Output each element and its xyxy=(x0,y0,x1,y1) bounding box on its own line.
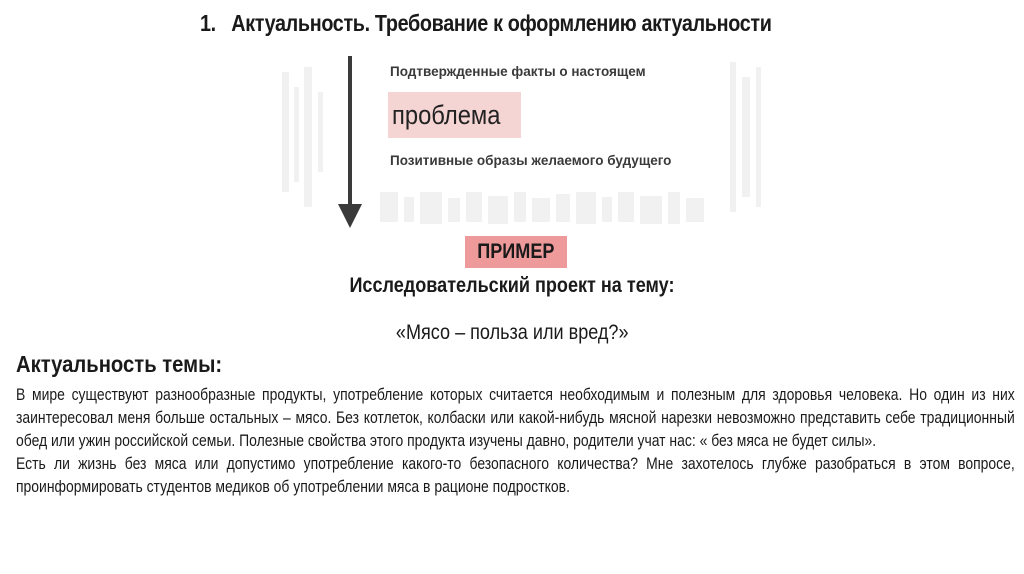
slide-title xyxy=(200,10,802,37)
project-heading-text: Исследовательский проект на тему: xyxy=(349,274,675,297)
relevance-paragraph-1: В мире существуют разнообразные продукты, употребление которых считается необходимым и полезным для здоровья человека. Но один из них заинтересовал меня больше остальных – мясо. Без котлеток, колбаски или какой-нибудь мясной нарезки невозможно представить себе традиционный обед или ужин российской семьи. Полезные свойства этого продукта изучены давно, родители учат нас: « без мяса не будет силы». xyxy=(16,386,1015,450)
example-highlight xyxy=(465,236,567,268)
down-arrow-icon xyxy=(335,56,365,230)
project-heading xyxy=(0,274,1024,298)
future-images-label: Позитивные образы желаемого будущего xyxy=(390,153,672,168)
title-text: Актуальность. Требование к оформлению актуальности xyxy=(231,10,772,36)
example-label: ПРИМЕР xyxy=(477,240,555,263)
project-topic-text: «Мясо – польза или вред?» xyxy=(395,321,629,344)
relevance-body xyxy=(16,384,1015,499)
relevance-paragraph-2: Есть ли жизнь без мяса или допустимо употребление какого-то безопасного количества? Мне захотелось глубже разобраться в этом вопросе, проинформировать студентов медиков об употреблении мяса в рационе подростков. xyxy=(16,455,1015,496)
relevance-heading: Актуальность темы: xyxy=(16,351,223,377)
title-number: 1. xyxy=(200,10,216,36)
present-facts-label: Подтвержденные факты о настоящем xyxy=(390,64,646,79)
problem-label: проблема xyxy=(392,99,501,130)
relevance-diagram xyxy=(280,52,780,237)
project-topic xyxy=(0,321,1024,345)
problem-highlight xyxy=(388,92,521,138)
